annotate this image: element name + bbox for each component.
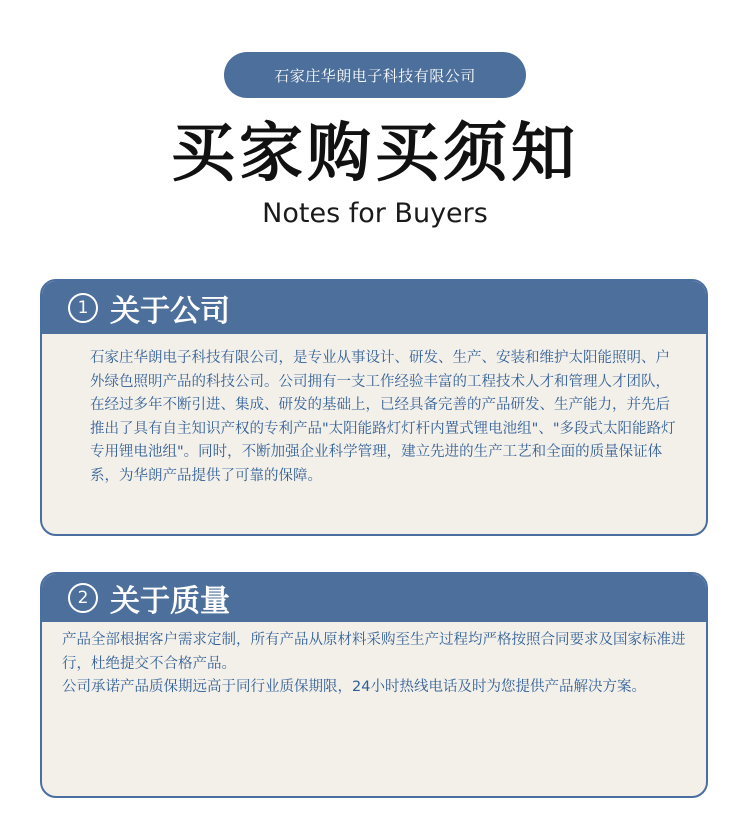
- section-body: [42, 334, 706, 488]
- section-about-quality: [40, 572, 708, 798]
- section-heading: 关于质量: [110, 584, 230, 619]
- page-title: 买家购买须知: [171, 117, 579, 191]
- section-about-company: [40, 279, 708, 536]
- section-heading: 关于公司: [110, 293, 230, 329]
- section-number-badge: 2: [68, 583, 98, 613]
- company-name-badge: [224, 52, 526, 98]
- section-paragraph: 公司承诺产品质保期远高于同行业质保期限，24小时热线电话及时为您提供产品解决方案。: [62, 679, 646, 695]
- section-number-badge: 1: [68, 293, 98, 323]
- company-name: 石家庄华朗电子科技有限公司: [274, 66, 476, 85]
- section-header: [42, 574, 706, 622]
- section-header: [42, 281, 706, 334]
- section-paragraph: 产品全部根据客户需求定制，所有产品从原材料采购至生产过程均严格按照合同要求及国家标准进行，杜绝提交不合格产品。: [62, 632, 686, 672]
- section-body: [42, 622, 706, 700]
- section-paragraph: 石家庄华朗电子科技有限公司，是专业从事设计、研发、生产、安装和维护太阳能照明、户外绿色照明产品的科技公司。公司拥有一支工作经验丰富的工程技术人才和管理人才团队，在经过多年不断引进、集成、研发的基础上，已经具备完善的产品研发、生产能力，并先后推出了具有自主知识产权的专利产品"太阳能路灯灯杆内置式锂电池组"、"多段式太阳能路灯专用锂电池组"。同时，不断加强企业科学管理，建立先进的生产工艺和全面的质量保证体系，为华朗产品提供了可靠的保障。: [90, 350, 676, 484]
- page-subtitle: Notes for Buyers: [262, 198, 488, 229]
